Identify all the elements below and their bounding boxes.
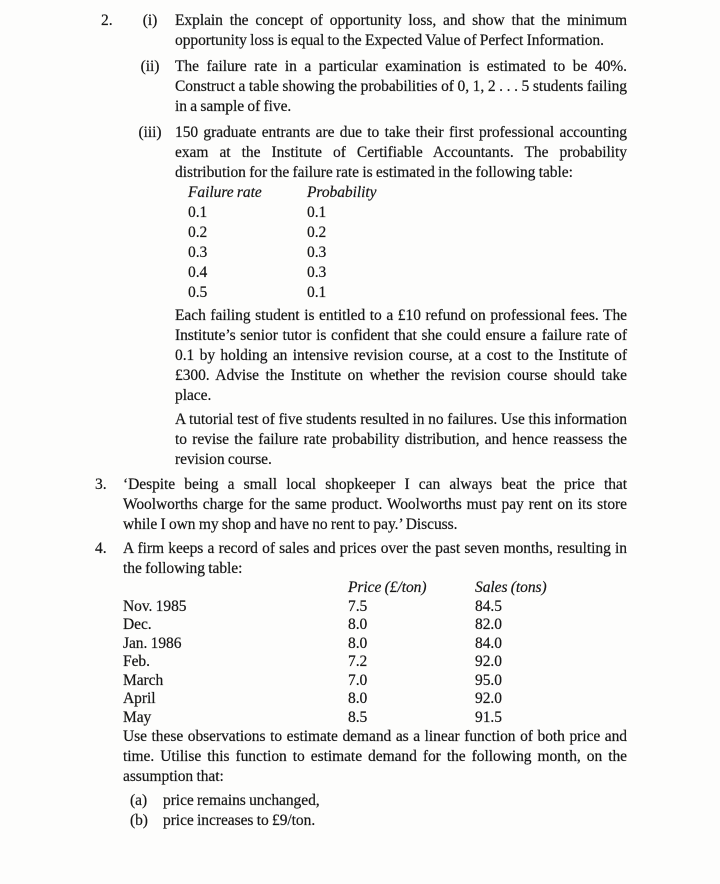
item-b-text: price increases to £9/ton.: [163, 812, 316, 829]
table-cell: 0.4: [188, 264, 208, 281]
question-3: [95, 475, 627, 535]
table-row: [123, 653, 627, 672]
question-2-body: [133, 11, 627, 470]
part-iii-followup-2: A tutorial test of five students resulted in no failures. Use this information to revise the failure rate probability distribution, and hence reassess the revision course.: [175, 411, 627, 468]
table-row: [123, 672, 627, 691]
part-i-label: (i): [142, 12, 158, 29]
price-cell: 8.0: [348, 690, 368, 707]
question-2-part-iii: [133, 123, 627, 470]
price-cell: 7.2: [348, 653, 368, 670]
month-cell: April: [123, 690, 156, 707]
sales-cell: 84.0: [475, 634, 502, 652]
failure-rate-table: [188, 183, 627, 303]
month-cell: March: [123, 671, 164, 689]
table-row: [123, 635, 627, 654]
item-b-label: (b): [130, 812, 148, 829]
table-cell: 0.2: [188, 224, 208, 241]
price-cell: 7.0: [348, 671, 368, 689]
table-row: [123, 690, 627, 709]
item-a-text: price remains unchanged,: [163, 792, 320, 809]
sales-cell: 92.0: [475, 690, 502, 707]
table-cell: 0.2: [307, 224, 327, 241]
sales-header: Sales (tons): [475, 579, 547, 596]
part-iii-label: (iii): [138, 124, 162, 141]
part-iii-text: 150 graduate entrants are due to take their first professional accounting exam at the Institute of Certifiable Accountants. The probability distribution for the failure rate is estimated in the following table:: [175, 124, 627, 181]
question-4-number: 4.: [95, 540, 107, 557]
table-row: [188, 223, 627, 243]
table-cell: 0.1: [307, 284, 327, 301]
table-row: [123, 616, 627, 635]
price-sales-table: [123, 579, 627, 727]
price-cell: 8.5: [348, 708, 368, 726]
part-i-text: Explain the concept of opportunity loss, and show that the minimum opportunity loss is equal to the Expected Value of Perfect Information.: [175, 12, 627, 49]
part-iii-content: [175, 123, 627, 470]
table-cell: 0.3: [307, 244, 327, 261]
table-spacer-cell: [123, 579, 348, 598]
question-2-part-ii: [133, 57, 627, 117]
part-iii-followup-1: Each failing student is entitled to a £10 refund on professional fees. The Institute’s senior tutor is confident that she could ensure a failure rate of 0.1 by holding an intensive revision course, at a cost to the Institute of £300. Advise the Institute on whether the revision course should take place.: [175, 307, 627, 404]
list-item-a: [123, 791, 627, 811]
question-2-number: 2.: [101, 12, 113, 29]
table-row: [188, 243, 627, 263]
question-2: [95, 11, 627, 470]
part-ii-text: The failure rate in a particular examination is estimated to be 40%. Construct a table showing the probabilities of 0, 1, 2 . . . 5 students failing in a sample of five.: [175, 58, 627, 115]
table-cell: 0.1: [188, 204, 208, 221]
table-cell: 0.1: [307, 204, 327, 221]
failure-rate-header: Failure rate: [188, 184, 262, 201]
month-cell: Nov. 1985: [123, 597, 187, 615]
month-cell: Feb.: [123, 653, 150, 670]
sales-cell: 95.0: [475, 671, 502, 689]
part-ii-label: (ii): [140, 58, 160, 75]
question-2-part-i: [133, 11, 627, 51]
price-cell: 7.5: [348, 597, 368, 615]
month-cell: Jan. 1986: [123, 634, 182, 652]
sales-cell: 92.0: [475, 653, 502, 670]
question-4-body: [123, 539, 627, 831]
table-cell: 0.3: [307, 264, 327, 281]
assumption-list: [123, 791, 627, 831]
table-row: [188, 203, 627, 223]
table-row: [123, 598, 627, 617]
question-4: [95, 539, 627, 831]
table-row: [188, 263, 627, 283]
question-3-text: ‘Despite being a small local shopkeeper I can always beat the price that Woolworths charge for the same product. Woolworths must pay rent on its store while I own my shop and have no rent to pay.’ Discuss.: [123, 476, 627, 533]
price-header: Price (£/ton): [348, 579, 427, 596]
table-header-row: [188, 183, 627, 203]
table-header-row: [123, 579, 627, 598]
sales-cell: 84.5: [475, 597, 502, 615]
list-item-b: [123, 811, 627, 831]
month-cell: May: [123, 708, 152, 726]
table-cell: 0.5: [188, 284, 208, 301]
item-a-label: (a): [130, 792, 148, 809]
price-cell: 8.0: [348, 634, 368, 652]
table-cell: 0.3: [188, 244, 208, 261]
question-4-outro: Use these observations to estimate demand as a linear function of both price and time. Utilise this function to estimate demand for the following month, on the assumption that:: [123, 728, 627, 785]
sales-cell: 91.5: [475, 708, 502, 726]
sales-cell: 82.0: [475, 616, 502, 633]
month-cell: Dec.: [123, 616, 152, 633]
probability-header: Probability: [307, 184, 377, 201]
question-3-number: 3.: [95, 476, 107, 493]
question-4-intro: A firm keeps a record of sales and prices over the past seven months, resulting in the following table:: [123, 540, 627, 577]
table-row: [188, 283, 627, 303]
price-cell: 8.0: [348, 616, 368, 633]
table-row: [123, 709, 627, 728]
